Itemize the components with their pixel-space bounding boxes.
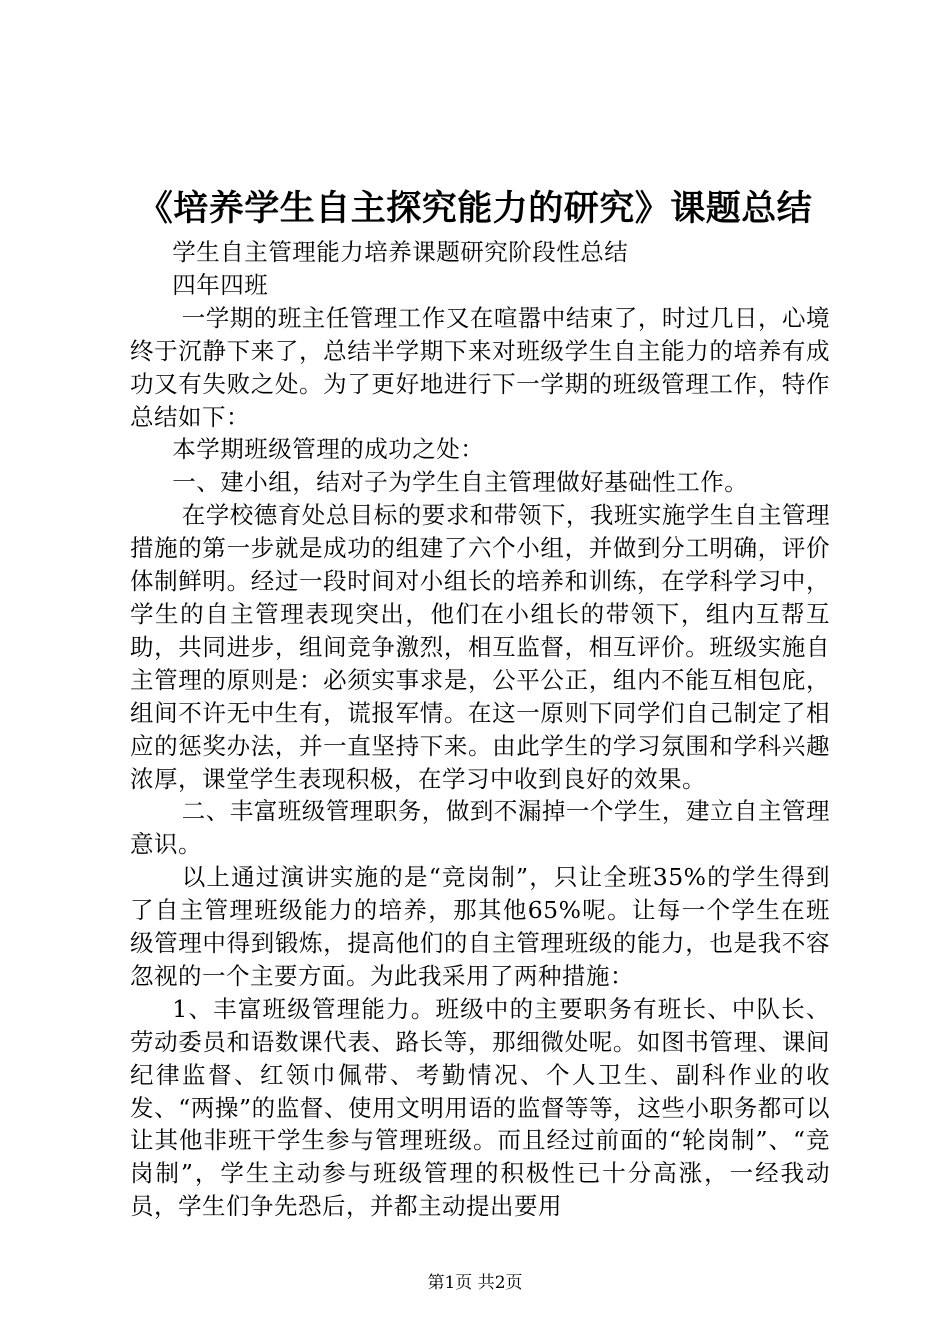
- section-one-paragraph: 在学校德育处总目标的要求和带领下，我班实施学生自主管理措施的第一步就是成功的组建了六个小组，并做到分工明确，评价体制鲜明。经过一段时间对小组长的培养和训练，在学科学习中，学生的自主管理表现突出，他们在小组长的带领下，组内互帮互助，共同进步，组间竞争激烈，相互监督，相互评价。班级实施自主管理的原则是：必须实事求是，公平公正，组内不能互相包庇，组间不许无中生有，谎报军情。在这一原则下同学们自己制定了相应的惩奖办法，并一直坚持下来。由此学生的学习氛围和学科兴趣浓厚，课堂学生表现积极，在学习中收到良好的效果。: [130, 501, 830, 793]
- measure-one-paragraph: 1、丰富班级管理能力。班级中的主要职务有班长、中队长、劳动委员和语数课代表、路长等，那细微处呢。如图书管理、课间纪律监督、红领巾佩带、考勤情况、个人卫生、副科作业的收发、“两操”的监督、使用文明用语的监督等等，这些小职务都可以让其他非班干学生参与管理班级。而且经过前面的“轮岗制”、“竞岗制”，学生主动参与班级管理的积极性已十分高涨，一经我动员，学生们争先恐后，并都主动提出要用: [130, 994, 830, 1221]
- document-body: [130, 236, 830, 1223]
- class-name-paragraph: 四年四班: [172, 270, 269, 299]
- section-one-heading: 一、建小组，结对子为学生自主管理做好基础性工作。: [172, 468, 749, 497]
- success-heading: 本学期班级管理的成功之处：: [172, 435, 485, 464]
- subtitle-paragraph: 学生自主管理能力培养课题研究阶段性总结: [172, 238, 629, 266]
- section-two-heading: 二、丰富班级管理职务，做到不漏掉一个学生，建立自主管理意识。: [130, 797, 830, 859]
- document-title: 《培养学生自主探究能力的研究》课题总结: [137, 188, 813, 229]
- page-footer: 第1页 共2页: [427, 1273, 523, 1293]
- section-two-paragraph: 以上通过演讲实施的是“竞岗制”，只让全班35%的学生得到了自主管理班级能力的培养，那其他65%呢。让每一个学生在班级管理中得到锻炼，提高他们的自主管理班级的能力，也是我不容忽视的一个主要方面。为此我采用了两种措施：: [130, 863, 830, 990]
- intro-paragraph: 一学期的班主任管理工作又在喧嚣中结束了，时过几日，心境终于沉静下来了，总结半学期下来对班级学生自主能力的培养有成功又有失败之处。为了更好地进行下一学期的班级管理工作，特作总结如下：: [130, 303, 830, 431]
